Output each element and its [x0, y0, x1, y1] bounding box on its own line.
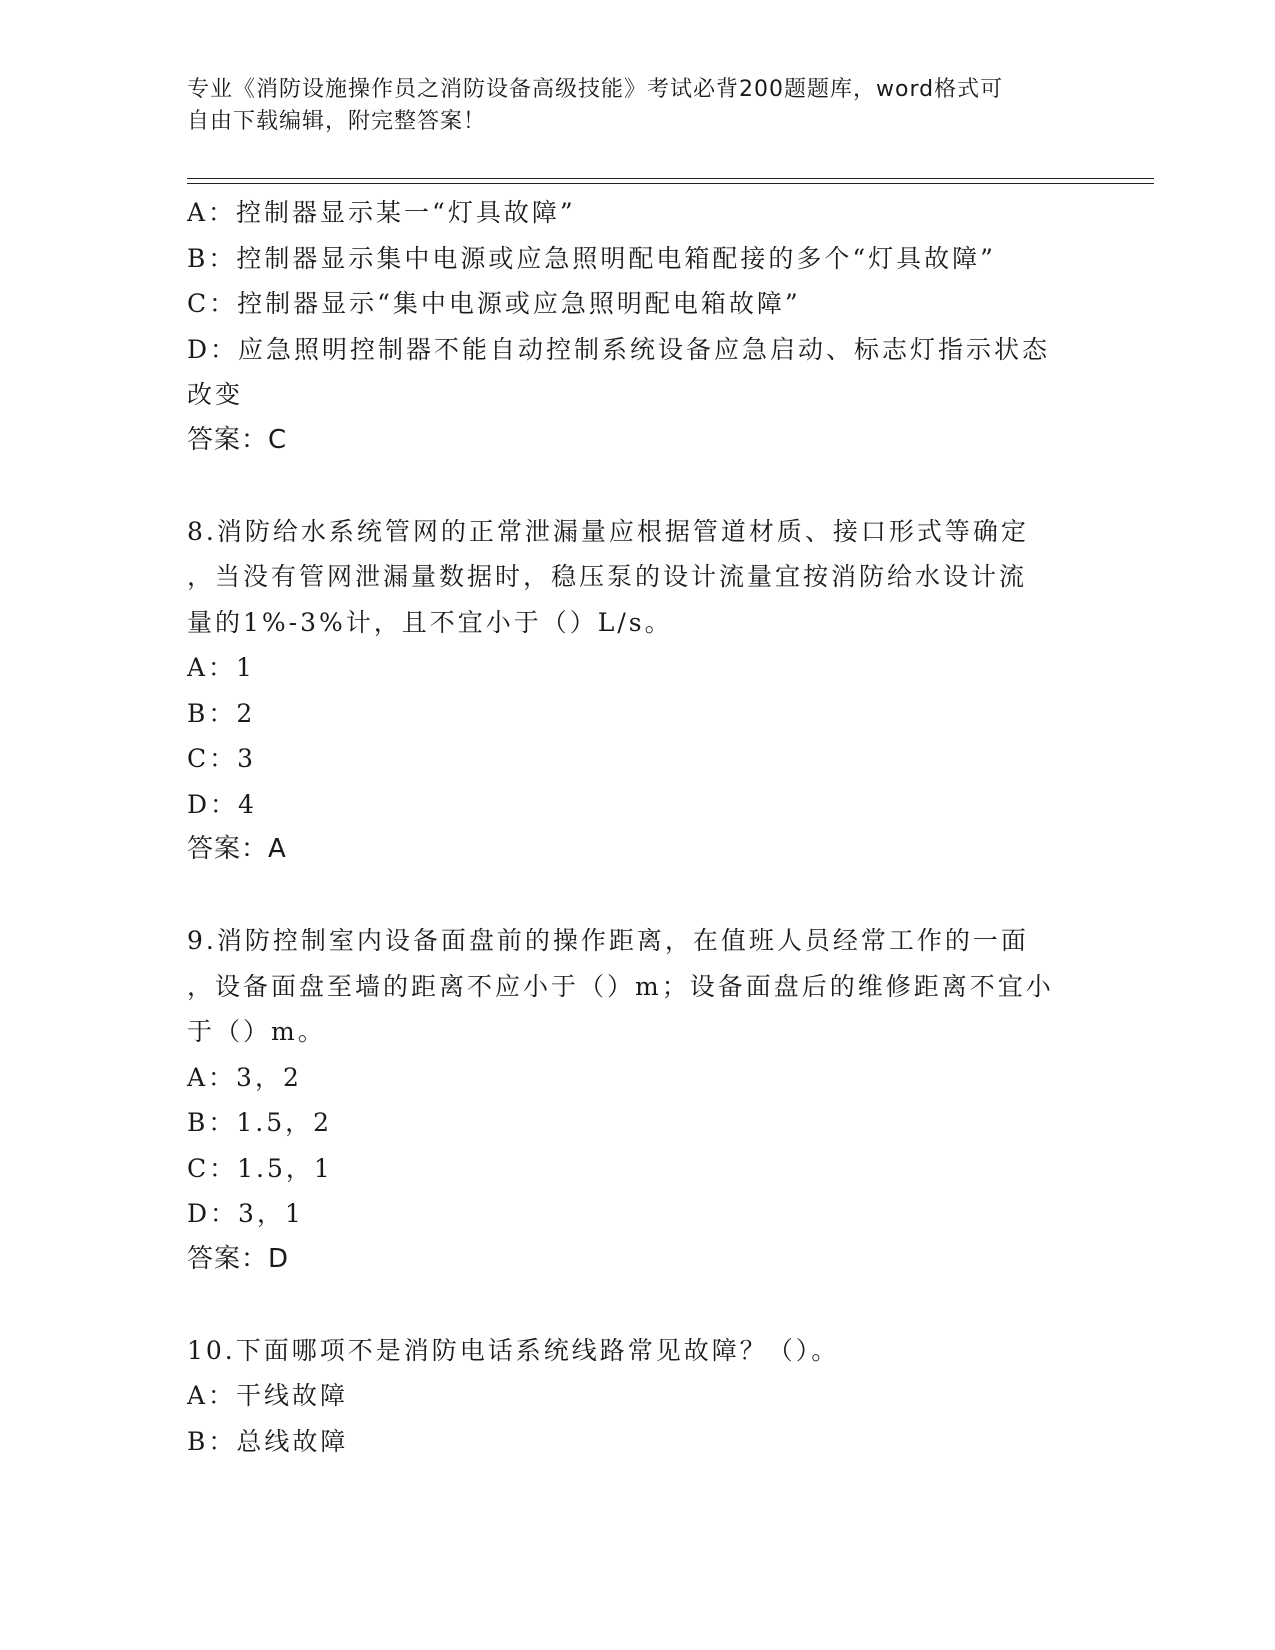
question-stem-line: 8.消防给水系统管网的正常泄漏量应根据管道材质、接口形式等确定 — [187, 516, 1029, 546]
option-a: A：1 — [187, 653, 255, 682]
option-c: C：3 — [187, 744, 257, 773]
question-stem-line: 量的1%-3%计，且不宜小于（）L/s。 — [187, 607, 673, 637]
option-c: C：控制器显示“集中电源或应急照明配电箱故障” — [187, 289, 801, 318]
option-b: B：控制器显示集中电源或应急照明配电箱配接的多个“灯具故障” — [187, 243, 996, 273]
question-list — [187, 190, 1087, 1464]
question-stem-line: 9.消防控制室内设备面盘前的操作距离，在值班人员经常工作的一面 — [187, 926, 1029, 955]
question-9 — [187, 918, 1087, 1282]
spacer — [187, 1282, 1087, 1328]
option-b: B：2 — [187, 698, 256, 728]
answer-label: 答案：C — [187, 424, 288, 455]
question-stem-line: 于（）m。 — [187, 1017, 326, 1046]
question-8 — [187, 509, 1087, 873]
option-d: D：3，1 — [187, 1199, 304, 1228]
header-line-1: 专业《消防设施操作员之消防设备高级技能》考试必背200题题库，word格式可 — [187, 77, 1004, 102]
option-b: B：总线故障 — [187, 1426, 349, 1456]
spacer — [187, 463, 1087, 509]
question-7 — [187, 190, 1087, 463]
header-divider-top — [187, 178, 1154, 179]
option-c: C：1.5，1 — [187, 1153, 333, 1183]
option-a: A：干线故障 — [187, 1381, 349, 1410]
spacer — [187, 873, 1087, 919]
option-d-continued: 改变 — [187, 380, 244, 409]
option-a: A：控制器显示某一“灯具故障” — [187, 198, 576, 227]
option-b: B：1.5，2 — [187, 1108, 333, 1137]
option-d: D：4 — [187, 789, 257, 819]
option-a: A：3，2 — [187, 1062, 302, 1092]
option-d: D：应急照明控制器不能自动控制系统设备应急启动、标志灯指示状态 — [187, 334, 1051, 364]
header-line-2: 自由下载编辑，附完整答案！ — [187, 109, 487, 134]
header-divider-bottom — [187, 183, 1154, 184]
question-stem-line: 10.下面哪项不是消防电话系统线路常见故障？（）。 — [187, 1335, 840, 1365]
question-stem-line: ，设备面盘至墙的距离不应小于（）m；设备面盘后的维修距离不宜小 — [187, 971, 1054, 1001]
question-10 — [187, 1328, 1087, 1465]
answer-label: 答案：D — [187, 1243, 290, 1274]
answer-label: 答案：A — [187, 834, 287, 864]
document-header — [187, 74, 1067, 138]
question-stem-line: ，当没有管网泄漏量数据时，稳压泵的设计流量宜按消防给水设计流 — [187, 562, 1028, 591]
